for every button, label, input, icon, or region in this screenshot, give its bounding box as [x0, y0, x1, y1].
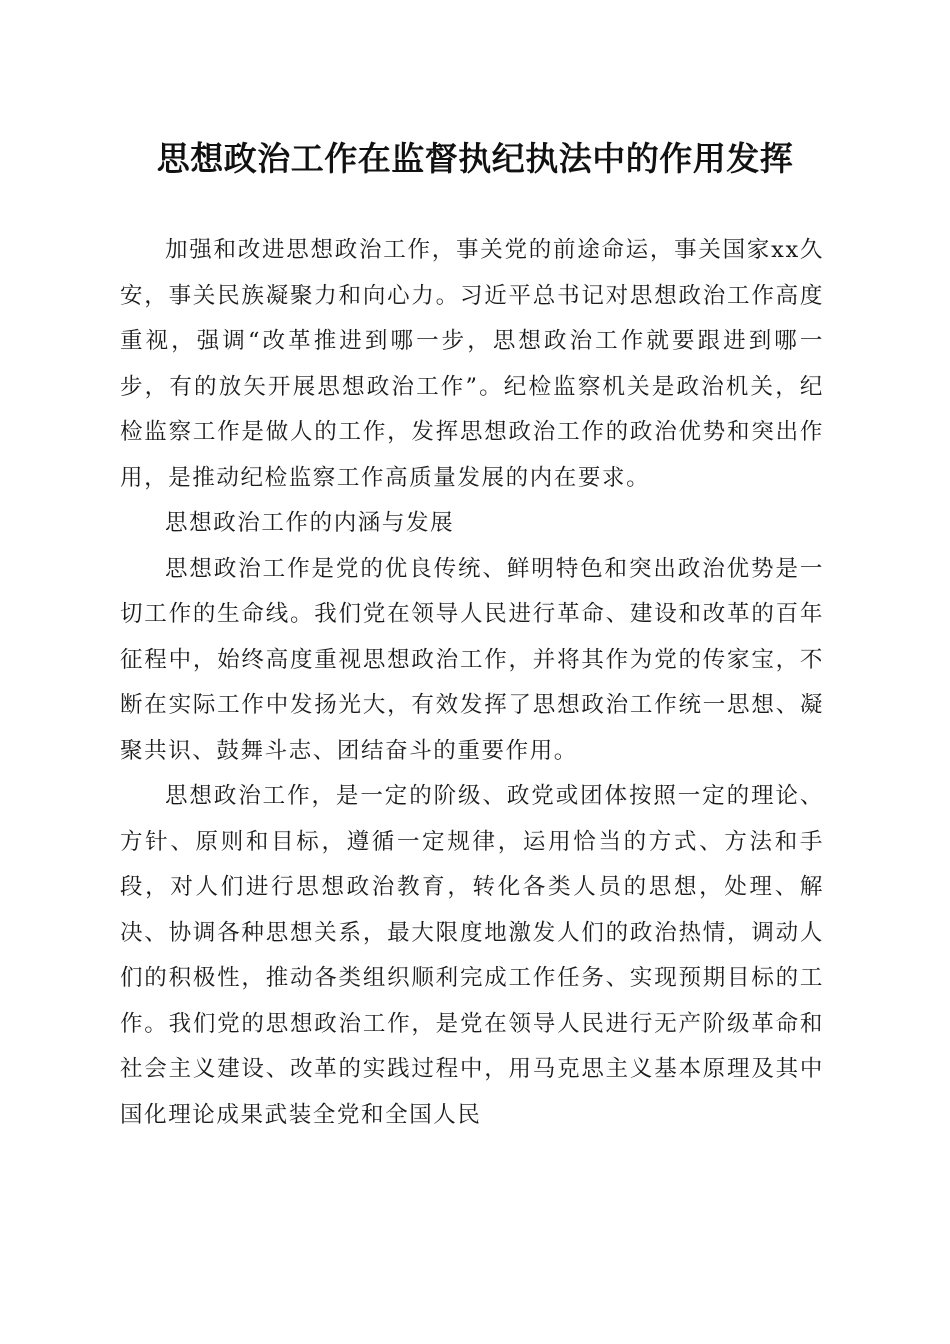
paragraph-definition: 思想政治工作，是一定的阶级、政党或团体按照一定的理论、方针、原则和目标，遵循一定规律，运用恰当的方式、方法和手段，对人们进行思想政治教育，转化各类人员的思想，处理、解决、协调各种思想关系，最大限度地激发人们的政治热情，调动人们的积极性，推动各类组织顺利完成工作任务、实现预期目标的工作。我们党的思想政治工作，是党在领导人民进行无产阶级革命和社会主义建设、改革的实践过程中，用马克思主义基本原理及其中国化理论成果武装全党和全国人民 — [120, 783, 824, 1128]
section-heading: 思想政治工作的内涵与发展 — [165, 510, 455, 536]
paragraph-intro: 加强和改进思想政治工作，事关党的前途命运，事关国家xx久安，事关民族凝聚力和向心力。习近平总书记对思想政治工作高度重视，强调“改革推进到哪一步，思想政治工作就要跟进到哪一步，有的放矢开展思想政治工作”。纪检监察机关是政治机关，纪检监察工作是做人的工作，发挥思想政治工作的政治优势和突出作用，是推动纪检监察工作高质量发展的内在要求。 — [120, 237, 824, 491]
document-title: 思想政治工作在监督执纪执法中的作用发挥 — [156, 139, 794, 178]
paragraph-tradition: 思想政治工作是党的优良传统、鲜明特色和突出政治优势是一切工作的生命线。我们党在领导人民进行革命、建设和改革的百年征程中，始终高度重视思想政治工作，并将其作为党的传家宝，不断在实际工作中发扬光大，有效发挥了思想政治工作统一思想、凝聚共识、鼓舞斗志、团结奋斗的重要作用。 — [120, 555, 824, 764]
document-body — [120, 228, 824, 1138]
